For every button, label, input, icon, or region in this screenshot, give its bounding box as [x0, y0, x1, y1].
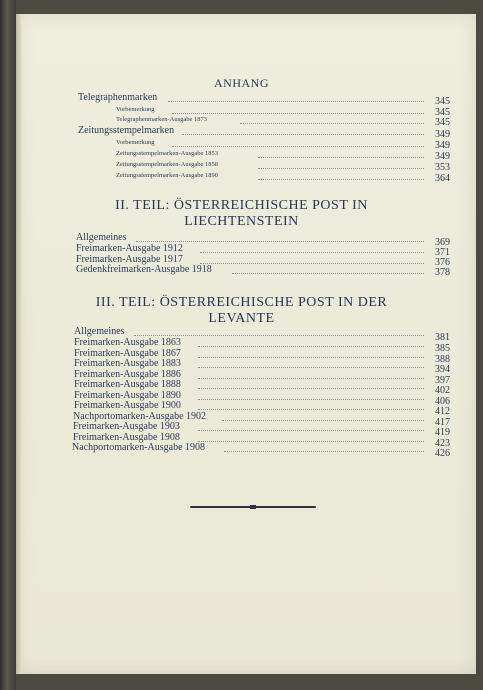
toc-entry-label: Gedenkfreimarken-Ausgabe 1918 — [76, 264, 212, 275]
toc-leader-dots — [198, 388, 424, 389]
toc-leader-dots — [232, 273, 424, 274]
closing-rule-ornament — [250, 505, 256, 509]
toc-page-number: 376 — [435, 257, 450, 268]
section-heading-teil-2 — [0, 198, 483, 230]
toc-entry-label: Zeitungsstempelmarken-Ausgabe 1853 — [116, 150, 218, 157]
toc-entry-label: Freimarken-Ausgabe 1917 — [76, 254, 183, 265]
toc-leader-dots — [222, 420, 424, 421]
toc-entry-label: Allgemeines — [74, 326, 125, 337]
toc-leader-dots — [168, 101, 424, 102]
toc-page-number: 388 — [435, 354, 450, 365]
toc-entry-label: Nachportomarken-Ausgabe 1908 — [72, 442, 206, 453]
toc-page-number: 423 — [435, 438, 450, 449]
toc-leader-dots — [182, 134, 424, 135]
toc-page-number: 369 — [435, 237, 450, 248]
toc-entry-label: Freimarken-Ausgabe 1886 — [74, 369, 181, 380]
toc-entry-label: Freimarken-Ausgabe 1903 — [73, 421, 180, 432]
toc-entry-label: Allgemeines — [76, 232, 127, 243]
toc-entry-label: Freimarken-Ausgabe 1888 — [74, 379, 181, 390]
toc-entry-label: Freimarken-Ausgabe 1867 — [74, 348, 181, 359]
toc-page-number: 378 — [435, 267, 450, 278]
toc-page-number: 381 — [435, 332, 450, 343]
book-binding-edge — [0, 0, 16, 690]
toc-page-number: 412 — [435, 406, 450, 417]
toc-entry-label: Nachportomarken-Ausgabe 1902 — [73, 411, 207, 422]
toc-leader-dots — [258, 168, 424, 169]
toc-page-number: 349 — [435, 129, 450, 140]
toc-page-number: 419 — [435, 427, 450, 438]
toc-page-number: 345 — [435, 107, 450, 118]
toc-leader-dots — [172, 113, 424, 114]
toc-page-number: 371 — [435, 247, 450, 258]
toc-leader-dots — [200, 263, 424, 264]
toc-page-number: 353 — [435, 162, 450, 173]
section-heading-line: LIECHTENSTEIN — [184, 214, 299, 229]
toc-entry-label: Freimarken-Ausgabe 1900 — [74, 400, 181, 411]
toc-page-number: 345 — [435, 96, 450, 107]
toc-page-number: 417 — [435, 417, 450, 428]
toc-entry-label: Vorbemerkung — [116, 106, 155, 113]
toc-leader-dots — [172, 146, 424, 147]
toc-entry-label: Freimarken-Ausgabe 1912 — [76, 243, 183, 254]
section-heading-anhang: ANHANG — [214, 76, 269, 90]
toc-page-number: 402 — [435, 385, 450, 396]
toc-entry-label: Freimarken-Ausgabe 1863 — [74, 337, 181, 348]
toc-leader-dots — [258, 157, 424, 158]
section-heading-line: II. TEIL: ÖSTERREICHISCHE POST IN — [115, 198, 368, 213]
toc-page-number: 385 — [435, 343, 450, 354]
toc-entry-label: Zeitungsstempelmarken-Ausgabe 1890 — [116, 172, 218, 179]
toc-leader-dots — [198, 441, 424, 442]
toc-entry-label: Freimarken-Ausgabe 1908 — [73, 432, 180, 443]
toc-page-number: 426 — [435, 448, 450, 459]
page-gutter-shadow — [16, 14, 22, 674]
toc-leader-dots — [198, 409, 424, 410]
toc-page-number: 349 — [435, 151, 450, 162]
toc-entry-label: Zeitungsstempelmarken-Ausgabe 1858 — [116, 161, 218, 168]
toc-page-number: 364 — [435, 173, 450, 184]
toc-leader-dots — [224, 451, 424, 452]
toc-page-number: 345 — [435, 117, 450, 128]
toc-entry-label: Vorbemerkung — [116, 139, 155, 146]
toc-leader-dots — [200, 252, 424, 253]
section-heading-teil-3 — [0, 295, 483, 327]
toc-entry-label: Telegraphenmarken — [78, 92, 158, 103]
section-heading-line: LEVANTE — [208, 311, 275, 326]
toc-page-number: 394 — [435, 364, 450, 375]
toc-page-number: 406 — [435, 396, 450, 407]
toc-leader-dots — [240, 123, 424, 124]
toc-leader-dots — [198, 367, 424, 368]
toc-page-number: 349 — [435, 140, 450, 151]
toc-entry-label: Telegraphenmarken-Ausgabe 1873 — [116, 116, 208, 123]
section-heading-line: III. TEIL: ÖSTERREICHISCHE POST IN DER — [95, 295, 388, 310]
toc-leader-dots — [134, 335, 424, 336]
toc-leader-dots — [198, 346, 424, 347]
toc-entry-label: Freimarken-Ausgabe 1883 — [74, 358, 181, 369]
toc-leader-dots — [258, 179, 424, 180]
toc-entry-label: Freimarken-Ausgabe 1890 — [74, 390, 181, 401]
toc-page-number: 397 — [435, 375, 450, 386]
toc-leader-dots — [136, 241, 424, 242]
toc-leader-dots — [198, 399, 424, 400]
toc-entry-label: Zeitungsstempelmarken — [78, 125, 175, 136]
toc-leader-dots — [198, 357, 424, 358]
toc-leader-dots — [198, 430, 424, 431]
toc-leader-dots — [198, 378, 424, 379]
